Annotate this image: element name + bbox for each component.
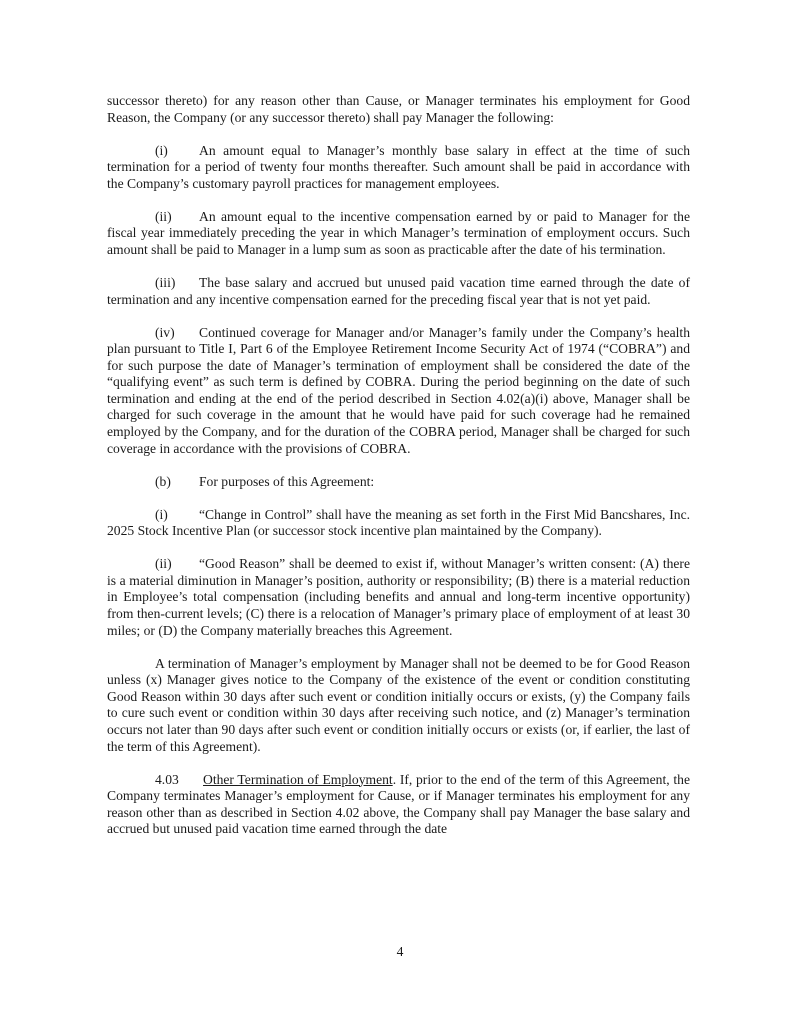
clause-b-ii	[107, 556, 690, 639]
section-heading: Other Termination of Employment	[203, 771, 393, 787]
clause-a-iii	[107, 275, 690, 308]
good-reason-notice-paragraph: A termination of Manager’s employment by Manager shall not be deemed to be for Good Reason unless (x) Manager gives notice to the Company of the existence of the event or condition constituting Good Reason within 30 days after such event or condition initially occurs or exists, (y) the Company fails to cure such event or condition within 30 days after receiving such notice, and (z) Manager’s termination occurs not later than 90 days after such event or condition initially occurs or exists (or, if earlier, the last of the term of this Agreement).	[107, 655, 690, 754]
section-number: 4.03	[155, 771, 179, 787]
clause-text: For purposes of this Agreement:	[199, 473, 375, 489]
clause-text: Continued coverage for Manager and/or Manager’s family under the Company’s health plan pursuant to Title I, Part 6 of the Employee Retirement Income Security Act of 1974 (“COBRA”) and for such purpose the date of Manager’s termination of employment shall be considered the date of the “qualifying event” as such term is defined by COBRA. During the period beginning on the date of such termination and ending at the end of the period described in Section 4.02(a)(i) above, Manager shall be charged for such coverage in the amount that he would have paid for such coverage had he remained employed by the Company, and for the duration of the COBRA period, Manager shall be charged for such coverage in accordance with the provisions of COBRA.	[107, 324, 690, 456]
clause-label: (iv)	[155, 324, 175, 340]
document-body	[107, 93, 690, 854]
section-4-03	[107, 772, 690, 838]
clause-b-i	[107, 507, 690, 540]
clause-text: An amount equal to Manager’s monthly base salary in effect at the time of such termination for a period of twenty four months thereafter. Such amount shall be paid in accordance with the Company’s customary payroll practices for management employees.	[107, 142, 690, 191]
clause-label: (ii)	[155, 208, 172, 224]
clause-label: (i)	[155, 506, 168, 522]
clause-a-iv	[107, 325, 690, 458]
page-number: 4	[396, 944, 404, 959]
clause-text: The base salary and accrued but unused paid vacation time earned through the date of termination and any incentive compensation earned for the preceding fiscal year that is not yet paid.	[107, 274, 690, 307]
clause-label: (i)	[155, 142, 168, 158]
paragraph-continuation: successor thereto) for any reason other than Cause, or Manager terminates his employment for Good Reason, the Company (or any successor thereto) shall pay Manager the following:	[107, 93, 690, 125]
clause-a-i	[107, 143, 690, 193]
clause-b	[107, 474, 690, 491]
clause-text: “Change in Control” shall have the meaning as set forth in the First Mid Bancshares, Inc. 2025 Stock Incentive Plan (or successor stock incentive plan maintained by the Company).	[107, 506, 690, 539]
clause-label: (iii)	[155, 274, 176, 290]
section-text: . If, prior to the end of the term of this Agreement, the Company terminates Manager’s employment for Cause, or if Manager terminates his employment for any reason other than as described in Section 4.02 above, the Company shall pay Manager the base salary and accrued but unused paid vacation time earned through the date	[107, 771, 690, 837]
clause-text: “Good Reason” shall be deemed to exist if, without Manager’s written consent: (A) there is a material diminution in Manager’s position, authority or responsibility; (B) there is a material reduction in Employee’s total compensation (including benefits and annual and long-term incentive opportunity) from then-current levels; (C) there is a relocation of Manager’s primary place of employment of at least 30 miles; or (D) the Company materially breaches this Agreement.	[107, 556, 690, 638]
clause-label: (b)	[155, 473, 171, 489]
clause-label: (ii)	[155, 556, 172, 572]
clause-text: An amount equal to the incentive compensation earned by or paid to Manager for the fiscal year immediately preceding the year in which Manager’s termination of employment occurs. Such amount shall be paid to Manager in a lump sum as soon as practicable after the date of his termination.	[107, 208, 690, 257]
clause-a-ii	[107, 209, 690, 259]
